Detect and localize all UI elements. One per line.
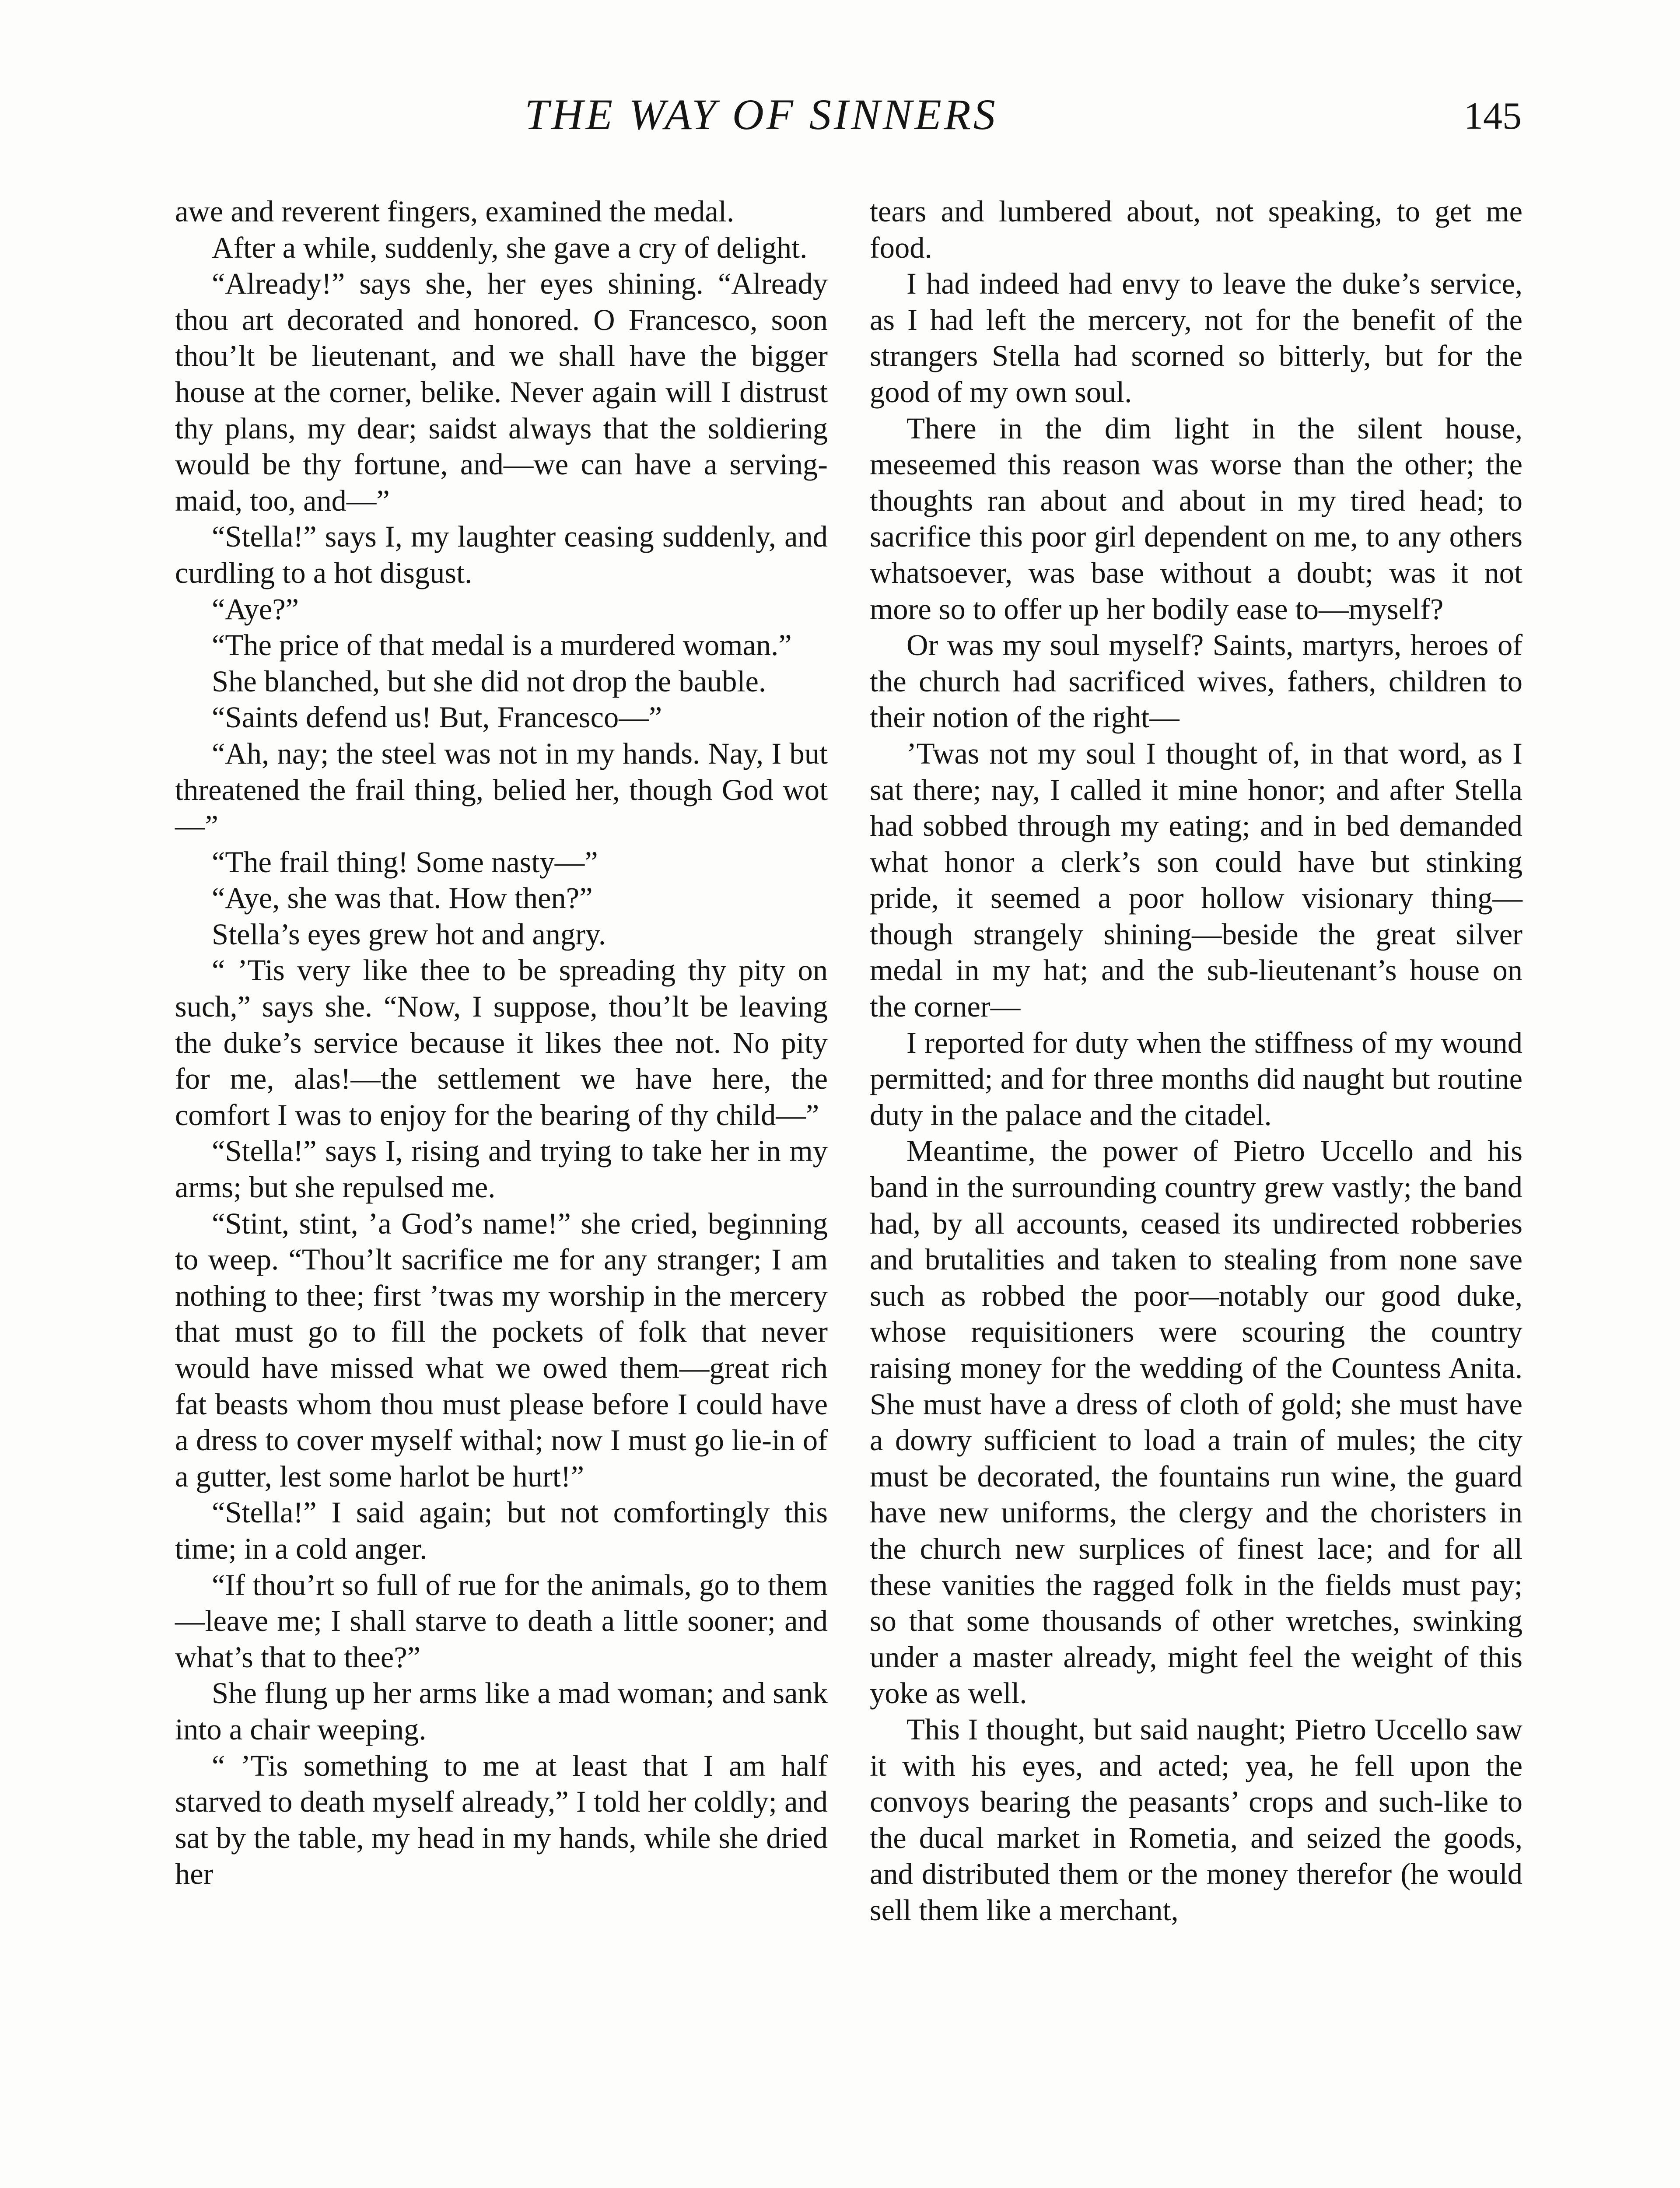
paragraph: I reported for duty when the stiffness of my wound permitted; and for three months did naught but routine duty in the palace and the citadel.	[870, 1026, 1522, 1132]
paragraph: “If thou’rt so full of rue for the animals, go to them—leave me; I shall starve to death a little sooner; and what’s that to thee?”	[175, 1568, 828, 1674]
paragraph: “ ’Tis something to me at least that I am half starved to death myself already,” I told her coldly; and sat by the table, my head in my hands, while she dried her	[175, 1749, 828, 1891]
paragraph: “Stella!” says I, my laughter ceasing suddenly, and curdling to a hot disgust.	[175, 520, 828, 589]
page-number: 145	[1464, 95, 1522, 137]
paragraph: I had indeed had envy to leave the duke’s service, as I had left the mercery, not for the benefit of the strangers Stella had scorned so bitterly, but for the good of my own soul.	[870, 267, 1522, 409]
paragraph: This I thought, but said naught; Pietro Uccello saw it with his eyes, and acted; yea, he fell upon the convoys bearing the peasants’ crops and such-like to the ducal market in Rometia, and seized the goods, and distributed them or the money therefor (he would sell them like a merchant,	[870, 1712, 1522, 1927]
paragraph: She blanched, but she did not drop the bauble.	[212, 664, 766, 698]
paragraph: “Aye, she was that. How then?”	[212, 881, 593, 915]
paragraph: “Stint, stint, ’a God’s name!” she cried, beginning to weep. “Thou’lt sacrifice me for any stranger; I am nothing to thee; first ’twas my worship in the mercery that must go to fill the pockets of folk that never would have missed what we owed them—great rich fat beasts whom thou must please before I could have a dress to cover myself withal; now I must go lie-in of a gutter, lest some harlot be hurt!”	[175, 1206, 828, 1493]
paragraph: After a while, suddenly, she gave a cry of delight.	[212, 231, 808, 264]
paragraph: There in the dim light in the silent house, meseemed this reason was worse than the other; the thoughts ran about and about in my tired head; to sacrifice this poor girl dependent on me, to any others whatsoever, was base without a doubt; was it not more so to offer up her bodily ease to—myself?	[870, 411, 1522, 626]
paragraph: Or was my soul myself? Saints, martyrs, heroes of the church had sacrificed wives, fathers, children to their notion of the right—	[870, 628, 1522, 734]
paragraph: Meantime, the power of Pietro Uccello and his band in the surrounding country grew vastly; the band had, by all accounts, ceased its undirected robberies and brutalities and taken to stealing from none save such as robbed the poor—notably our good duke, whose requisitioners were scouring the country raising money for the wedding of the Countess Anita. She must have a dress of cloth of gold; she must have a dowry sufficient to load a train of mules; the city must be decorated, the fountains run wine, the guard have new uniforms, the clergy and the choristers in the church new surplices of finest lace; and for all these vanities the ragged folk in the fields must pay; so that some thousands of other wretches, swinking under a master already, might feel the weight of this yoke as well.	[870, 1134, 1522, 1710]
paragraph: ’Twas not my soul I thought of, in that word, as I sat there; nay, I called it mine honor; and after Stella had sobbed through my eating; and in bed demanded what honor a clerk’s son could have but stinking pride, it seemed a poor hollow visionary thing—though strangely shining—beside the great silver medal in my hat; and the sub-lieutenant’s house on the corner—	[870, 736, 1522, 1024]
paragraph: tears and lumbered about, not speaking, to get me food.	[870, 195, 1522, 264]
right-text-column	[870, 193, 1522, 1929]
paragraph: “Saints defend us! But, Francesco—”	[212, 701, 662, 734]
left-text-column	[175, 193, 828, 1892]
paragraph: “Ah, nay; the steel was not in my hands. Nay, I but threatened the frail thing, belied her, though God wot—”	[175, 736, 828, 843]
running-title: THE WAY OF SINNERS	[525, 90, 998, 139]
paragraph: “ ’Tis very like thee to be spreading thy pity on such,” says she. “Now, I suppose, thou’lt be leaving the duke’s service because it likes thee not. No pity for me, alas!—the settlement we have here, the comfort I was to enjoy for the bearing of thy child—”	[175, 954, 828, 1132]
paragraph: “Stella!” I said again; but not comfortingly this time; in a cold anger.	[175, 1496, 828, 1565]
paragraph: awe and reverent fingers, examined the medal.	[175, 195, 735, 228]
paragraph: She flung up her arms like a mad woman; and sank into a chair weeping.	[175, 1676, 828, 1746]
paragraph: “Stella!” says I, rising and trying to take her in my arms; but she repulsed me.	[175, 1134, 828, 1204]
paragraph: Stella’s eyes grew hot and angry.	[212, 917, 606, 951]
paragraph: “The price of that medal is a murdered woman.”	[212, 628, 792, 662]
paragraph: “Aye?”	[212, 592, 299, 626]
paragraph: “The frail thing! Some nasty—”	[212, 845, 598, 879]
paragraph: “Already!” says she, her eyes shining. “Already thou art decorated and honored. O Francesco, soon thou’lt be lieutenant, and we shall have the bigger house at the corner, belike. Never again will I distrust thy plans, my dear; saidst always that the soldiering would be thy fortune, and—we can have a serving-maid, too, and—”	[175, 267, 828, 517]
